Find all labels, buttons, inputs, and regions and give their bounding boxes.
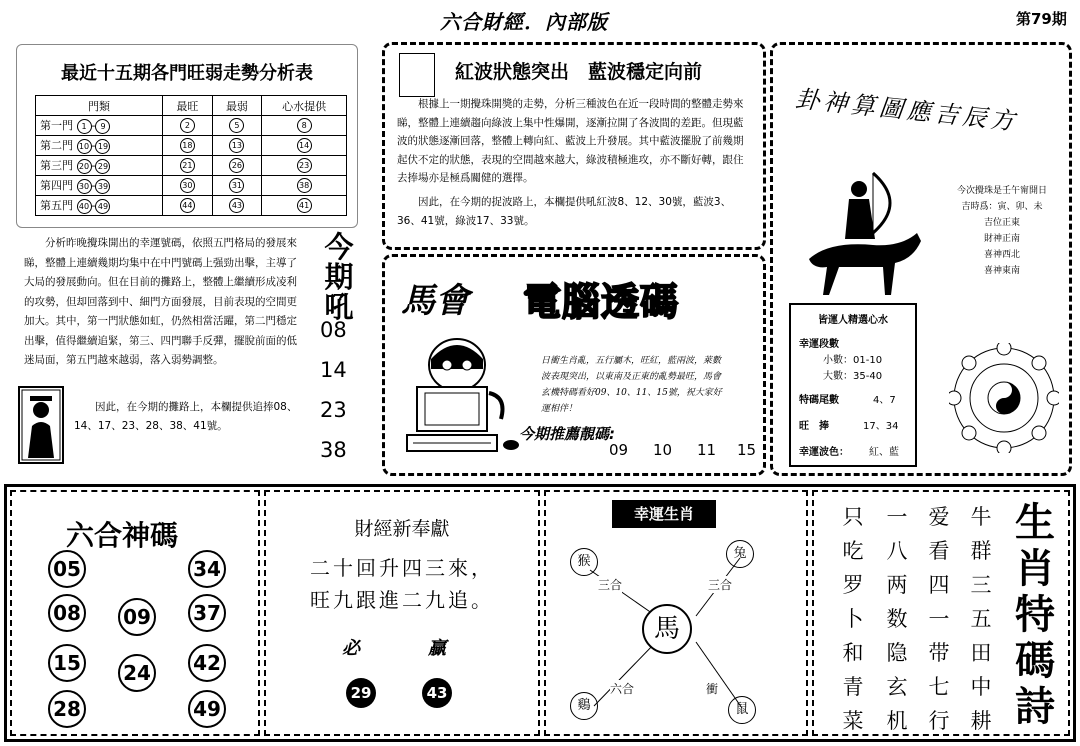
wave-panel: [382, 42, 766, 250]
zodiac-panel: [544, 490, 808, 736]
shenma-number: 34: [188, 550, 226, 588]
max-value: 2: [180, 118, 195, 133]
roar-number: 23: [320, 398, 347, 422]
analysis-table: [35, 95, 347, 216]
liuhe-label: 六合: [610, 682, 635, 696]
deity-info-line: 喜神西北: [983, 250, 1020, 260]
col-header: 心水提供: [262, 96, 347, 116]
pick-value: 23: [297, 158, 312, 173]
shenma-number: 42: [188, 644, 226, 682]
zodiac-monkey: 猴: [570, 548, 598, 576]
recommend-number: 11: [697, 441, 717, 459]
poem-title: 生肖特碼詩: [1015, 499, 1055, 730]
shenma-number: 28: [48, 690, 86, 728]
hot-label: 旺 捧: [799, 421, 829, 432]
range-end: 9: [95, 119, 110, 134]
analysis-conclusion: 因此，在今期的攤路上，本欄提供追捧08、14、17、23、28、38、41號。: [74, 401, 298, 432]
small-label: 小數：: [823, 355, 853, 366]
zodiac-rabbit: 兔: [726, 540, 754, 568]
deity-info-line: 吉時爲：寅、卯、未: [961, 202, 1043, 212]
pick-value: 41: [297, 198, 312, 213]
shenma-number: 37: [188, 594, 226, 632]
computer-text: 日衝生肖亂，五行屬木，旺紅，藍兩波，萊數波表現突出，以東南及正東的亂勢最旺，馬會玄機特碼看好09、10、11、15號，祝大家好運相伴！: [541, 356, 722, 414]
range-start: 1: [77, 119, 92, 134]
deity-info-line: 今次攪珠是壬午甯開日: [956, 186, 1047, 196]
col-header: 門類: [36, 96, 163, 116]
computer-panel: [382, 254, 766, 476]
poem-column: 牛群三五田中耕: [970, 505, 992, 733]
analysis-paragraph: 分析昨晚攪珠開出的幸運號碼，依照五門格局的發展來睇，整體上連續幾期均集中在中門號碼上强勁出擊，主導了大局的發展動向。但在目前的攤路上，整體上繼續形成凌利的攻勢，但却回落到中、細門方面發展，目前表現的空間更加大。其中，第一門狀態如虹，仍然相當活躍，第二門穩定出擊，值得繼續追緊，第三、四門聯手反彈，擺脫前面的低迷局面，第五門越來越弱，落入弱勢調整。: [24, 237, 297, 366]
poem-column: 只吃罗卜和青菜: [842, 505, 864, 733]
range-start: 40: [77, 199, 92, 214]
gate-name: 第二門: [40, 139, 73, 152]
table-header-row: [36, 96, 347, 116]
luck-range-title: 幸運段數: [799, 339, 839, 350]
pick-value: 38: [297, 178, 312, 193]
analysis-title: 最近十五期各門旺弱走勢分析表: [61, 63, 313, 84]
range-end: 29: [95, 159, 110, 174]
caijing-number: 29: [346, 678, 376, 708]
poem-column: 爱看四一带七行: [928, 505, 950, 733]
table-row: 第五門 40 - 49 44 43 41: [36, 196, 347, 216]
range-end: 39: [95, 179, 110, 194]
deity-panel: [770, 42, 1072, 476]
hot-value: 17、34: [863, 421, 899, 432]
shenma-title: 六合神碼: [66, 519, 179, 552]
tail-value: 4、7: [873, 395, 896, 406]
table-row: 第一門 1 - 9 2 5 8: [36, 116, 347, 136]
recommend-number: 09: [609, 441, 629, 459]
chong-label: 衝: [706, 682, 719, 696]
color-value: 紅、藍: [869, 447, 899, 458]
range-end: 19: [95, 139, 110, 154]
roar-number: 14: [320, 358, 347, 382]
min-value: 31: [229, 178, 244, 193]
gate-name: 第四門: [40, 179, 73, 192]
page-header-title: 六合財經．內部版: [440, 10, 608, 34]
issue-number: 第79期: [1016, 10, 1067, 28]
col-header: 最旺: [163, 96, 213, 116]
luck-title: 皆運人精選心水: [818, 315, 888, 326]
max-value: 18: [180, 138, 195, 153]
bagua-compass-icon: [949, 343, 1059, 453]
deity-info-line: 喜神東南: [983, 266, 1020, 276]
min-value: 43: [229, 198, 244, 213]
caijing-line2: 旺九跟進二九追。: [310, 588, 494, 612]
table-row: 第三門 20 - 29 21 26 23: [36, 156, 347, 176]
computer-title-right: 電腦透碼: [523, 280, 680, 324]
sanhe-left-label: 三合: [598, 578, 623, 592]
recommend-number: 15: [737, 441, 757, 459]
shenma-number: 08: [48, 594, 86, 632]
deity-info-line: 財神正南: [983, 234, 1020, 244]
table-row: 第四門 30 - 39 30 31 38: [36, 176, 347, 196]
max-value: 21: [180, 158, 195, 173]
wave-conclusion: 因此，在今期的捉波路上，本欄提供吼紅波8、12、30號，藍波3、36、41號，綠波17、33號。: [397, 196, 732, 227]
luck-box: [789, 303, 917, 467]
wave-icon: [399, 53, 435, 97]
wave-paragraph: 根據上一期攪珠開獎的走勢，分析三種波色在近一段時間的整體走勢來睇，整體上連續趨向綠波上集中性爆開，逐漸拉開了各波間的差距。但現藍波的狀態逐漸回落，整體上轉向紅、藍波上升發展。其中藍波擺脫了前幾期起伏不定的狀態，表現的空間越來越大，綠波積極進攻，亦不斷好轉，跟住去捧場亦是極爲關健的選擇。: [397, 98, 744, 184]
deity-info-line: 吉位正東: [983, 218, 1020, 228]
color-label: 幸運波色：: [799, 447, 849, 458]
portrait-figure-icon: [18, 386, 64, 464]
analysis-panel: [16, 44, 358, 228]
shenma-number: 09: [118, 598, 156, 636]
shenma-number: 49: [188, 690, 226, 728]
shenma-number: 05: [48, 550, 86, 588]
caijing-title: 財經新奉獻: [354, 518, 450, 540]
zodiac-center: 馬: [642, 604, 692, 654]
poem-panel: [812, 490, 1070, 736]
min-value: 26: [229, 158, 244, 173]
zodiac-title: 幸運生肖: [612, 500, 716, 528]
range-start: 20: [77, 159, 92, 174]
computer-title-left: 馬會: [401, 281, 469, 321]
pick-value: 8: [297, 118, 312, 133]
min-value: 5: [229, 118, 244, 133]
big-label: 大數：: [823, 371, 853, 382]
gate-name: 第三門: [40, 159, 73, 172]
label-bi: 必: [342, 638, 360, 659]
horse-archer-icon: [789, 163, 929, 303]
small-value: 01-10: [853, 355, 883, 366]
label-ying: 贏: [428, 638, 446, 659]
pick-value: 14: [297, 138, 312, 153]
deity-script-title: 卦神算圖應吉辰方: [794, 84, 1020, 136]
zodiac-rat: 鼠: [728, 696, 756, 724]
gate-name: 第五門: [40, 199, 73, 212]
max-value: 44: [180, 198, 195, 213]
range-end: 49: [95, 199, 110, 214]
range-start: 10: [77, 139, 92, 154]
caijing-line1: 二十回升四三來，: [310, 556, 494, 580]
roar-label: 今期吼: [324, 230, 354, 324]
min-value: 13: [229, 138, 244, 153]
gate-name: 第一門: [40, 119, 73, 132]
poem-column: 一八两数隐玄机: [886, 505, 908, 733]
roar-number: 08: [320, 318, 347, 342]
big-value: 35-40: [853, 371, 883, 382]
computer-illustration-icon: [397, 327, 527, 463]
table-row: 第二門 10 - 19 18 13 14: [36, 136, 347, 156]
shenma-number: 24: [118, 654, 156, 692]
deity-info: [935, 183, 1069, 279]
shenma-number: 15: [48, 644, 86, 682]
tail-label: 特碼尾數: [799, 395, 839, 406]
caijing-panel: [264, 490, 540, 736]
shenma-panel: [10, 490, 260, 736]
range-start: 30: [77, 179, 92, 194]
col-header: 最弱: [212, 96, 262, 116]
recommend-label: 今期推薦靚碼:: [519, 425, 615, 443]
zodiac-rooster: 鷄: [570, 692, 598, 720]
roar-number: 38: [320, 438, 347, 462]
sanhe-right-label: 三合: [708, 578, 733, 592]
caijing-number: 43: [422, 678, 452, 708]
wave-title: 紅波狀態突出 藍波穩定向前: [455, 61, 703, 83]
recommend-number: 10: [653, 441, 673, 459]
max-value: 30: [180, 178, 195, 193]
